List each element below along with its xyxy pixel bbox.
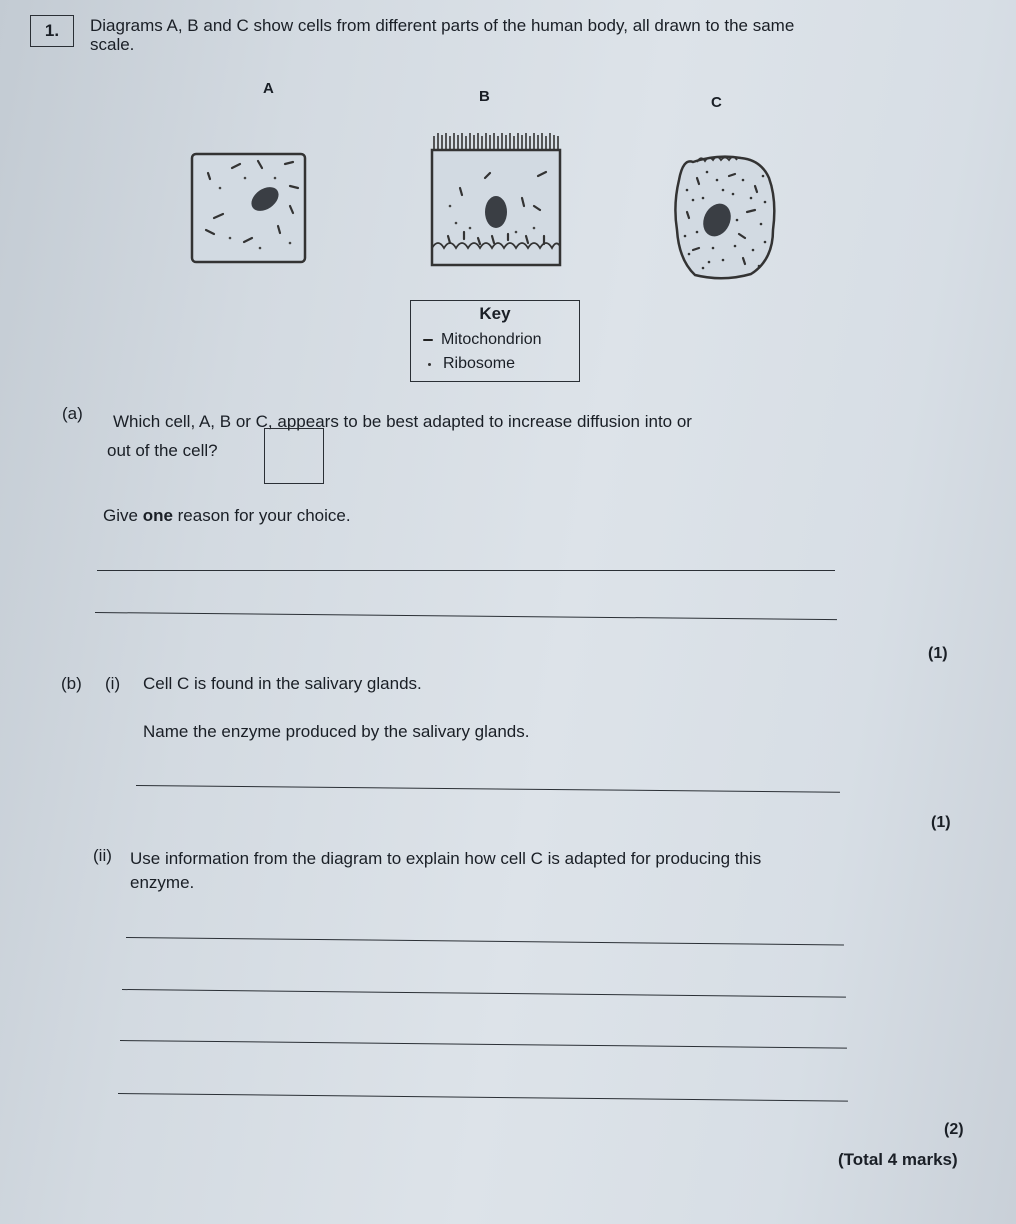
cell-a-label: A [263, 80, 274, 97]
answer-line[interactable] [120, 1040, 847, 1049]
cell-b-label: B [479, 88, 490, 105]
answer-line[interactable] [118, 1093, 848, 1102]
question-intro-line1: Diagrams A, B and C show cells from different parts of the human body, all drawn to the same [90, 16, 795, 35]
ribosome-symbol [428, 363, 431, 366]
part-a-marks: (1) [928, 645, 948, 662]
part-b-ii-marks: (2) [944, 1121, 964, 1138]
part-b-ii-text-line1: Use information from the diagram to explain how cell C is adapted for producing this [130, 849, 762, 868]
answer-line[interactable] [122, 989, 846, 998]
part-b-ii-text-line2: enzyme. [130, 873, 195, 892]
answer-choice-box[interactable] [264, 428, 324, 484]
part-a-text-line2: out of the cell? [107, 441, 218, 460]
key-item-mitochondrion [423, 331, 542, 349]
total-marks: (Total 4 marks) [838, 1150, 958, 1169]
diagram-key [410, 300, 580, 382]
mitochondrion-symbol [423, 339, 433, 342]
part-a-reason-prompt: Give one reason for your choice. [103, 506, 351, 525]
cell-c-diagram [673, 150, 779, 282]
key-item-label: Mitochondrion [441, 331, 542, 348]
part-b-i-marks: (1) [931, 814, 951, 831]
part-b-i-label: (i) [105, 674, 121, 693]
cell-b-diagram [430, 128, 562, 270]
cell-a-diagram [190, 148, 312, 266]
answer-line[interactable] [126, 937, 844, 946]
key-item-ribosome [423, 355, 515, 373]
key-item-label: Ribosome [443, 355, 516, 372]
part-a-text-line1: Which cell, A, B or C, appears to be best adapted to increase diffusion into or [113, 412, 692, 431]
question-number: 1. [30, 15, 74, 47]
part-b-i-text-line1: Cell C is found in the salivary glands. [143, 674, 422, 693]
part-b-i-text-line2: Name the enzyme produced by the salivary glands. [143, 722, 530, 741]
question-intro-line2: scale. [90, 35, 135, 54]
answer-line[interactable] [136, 785, 840, 793]
answer-line[interactable] [97, 570, 835, 571]
part-a-label: (a) [62, 404, 83, 423]
cell-c-label: C [711, 94, 722, 111]
part-b-ii-label: (ii) [93, 846, 112, 865]
key-title: Key [479, 304, 511, 323]
answer-line[interactable] [95, 612, 837, 620]
part-b-label: (b) [61, 674, 82, 693]
